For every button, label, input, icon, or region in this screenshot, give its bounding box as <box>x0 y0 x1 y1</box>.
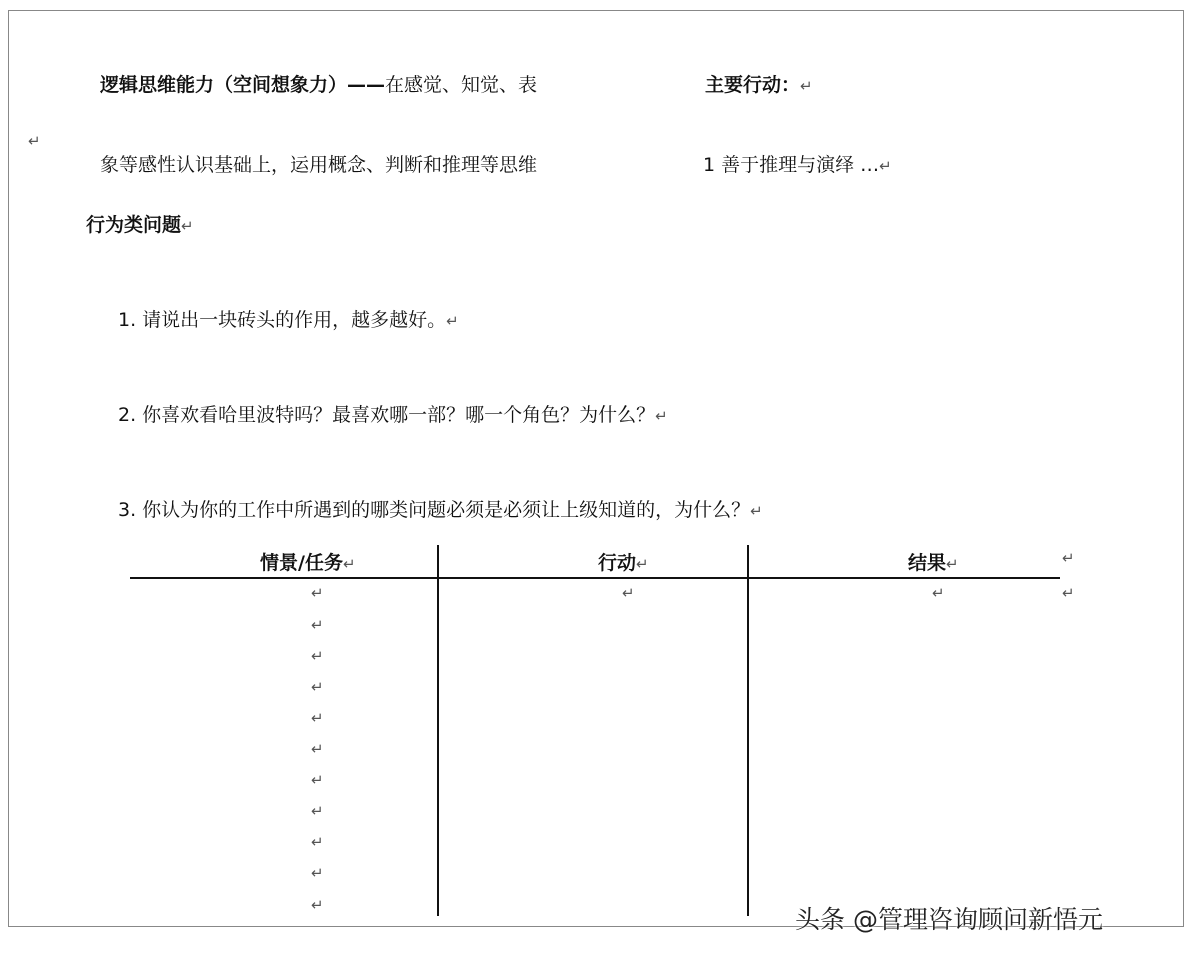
row-end-mark: ↵ <box>1062 584 1075 602</box>
cell-mark: ↵ <box>311 771 324 789</box>
competency-line-2: 象等感性认识基础上，运用概念、判断和推理等思维 <box>100 154 538 176</box>
row-end-mark: ↵ <box>1062 549 1075 567</box>
cell-mark: ↵ <box>311 647 324 665</box>
main-action-item: 1 善于推理与演绎 …↵ <box>703 154 892 176</box>
table-header-result: 结果↵ <box>908 552 959 574</box>
cell-mark: ↵ <box>932 584 945 602</box>
paragraph-mark: ↵ <box>28 132 41 150</box>
competency-line-1: 逻辑思维能力（空间想象力）——在感觉、知觉、表 <box>100 74 538 96</box>
cell-mark: ↵ <box>311 833 324 851</box>
watermark: 头条 @管理咨询顾问新悟元 <box>795 905 1103 934</box>
cell-mark: ↵ <box>311 864 324 882</box>
question-1: 1. 请说出一块砖头的作用，越多越好。↵ <box>118 309 459 331</box>
document-page <box>8 10 1184 927</box>
cell-mark: ↵ <box>622 584 635 602</box>
section-title: 行为类问题↵ <box>86 214 194 236</box>
column-divider <box>747 545 749 916</box>
question-2: 2. 你喜欢看哈里波特吗？最喜欢哪一部？哪一个角色？为什么？↵ <box>118 404 668 426</box>
cell-mark: ↵ <box>311 584 324 602</box>
table-header-action: 行动↵ <box>598 552 649 574</box>
main-action-label: 主要行动：↵ <box>705 74 813 96</box>
cell-mark: ↵ <box>311 740 324 758</box>
table-header-rule <box>130 577 1060 579</box>
cell-mark: ↵ <box>311 896 324 914</box>
question-3: 3. 你认为你的工作中所遇到的哪类问题必须是必须让上级知道的，为什么？↵ <box>118 499 763 521</box>
cell-mark: ↵ <box>311 678 324 696</box>
cell-mark: ↵ <box>311 802 324 820</box>
cell-mark: ↵ <box>311 709 324 727</box>
cell-mark: ↵ <box>311 616 324 634</box>
table-header-situation: 情景/任务↵ <box>260 552 356 574</box>
column-divider <box>437 545 439 916</box>
